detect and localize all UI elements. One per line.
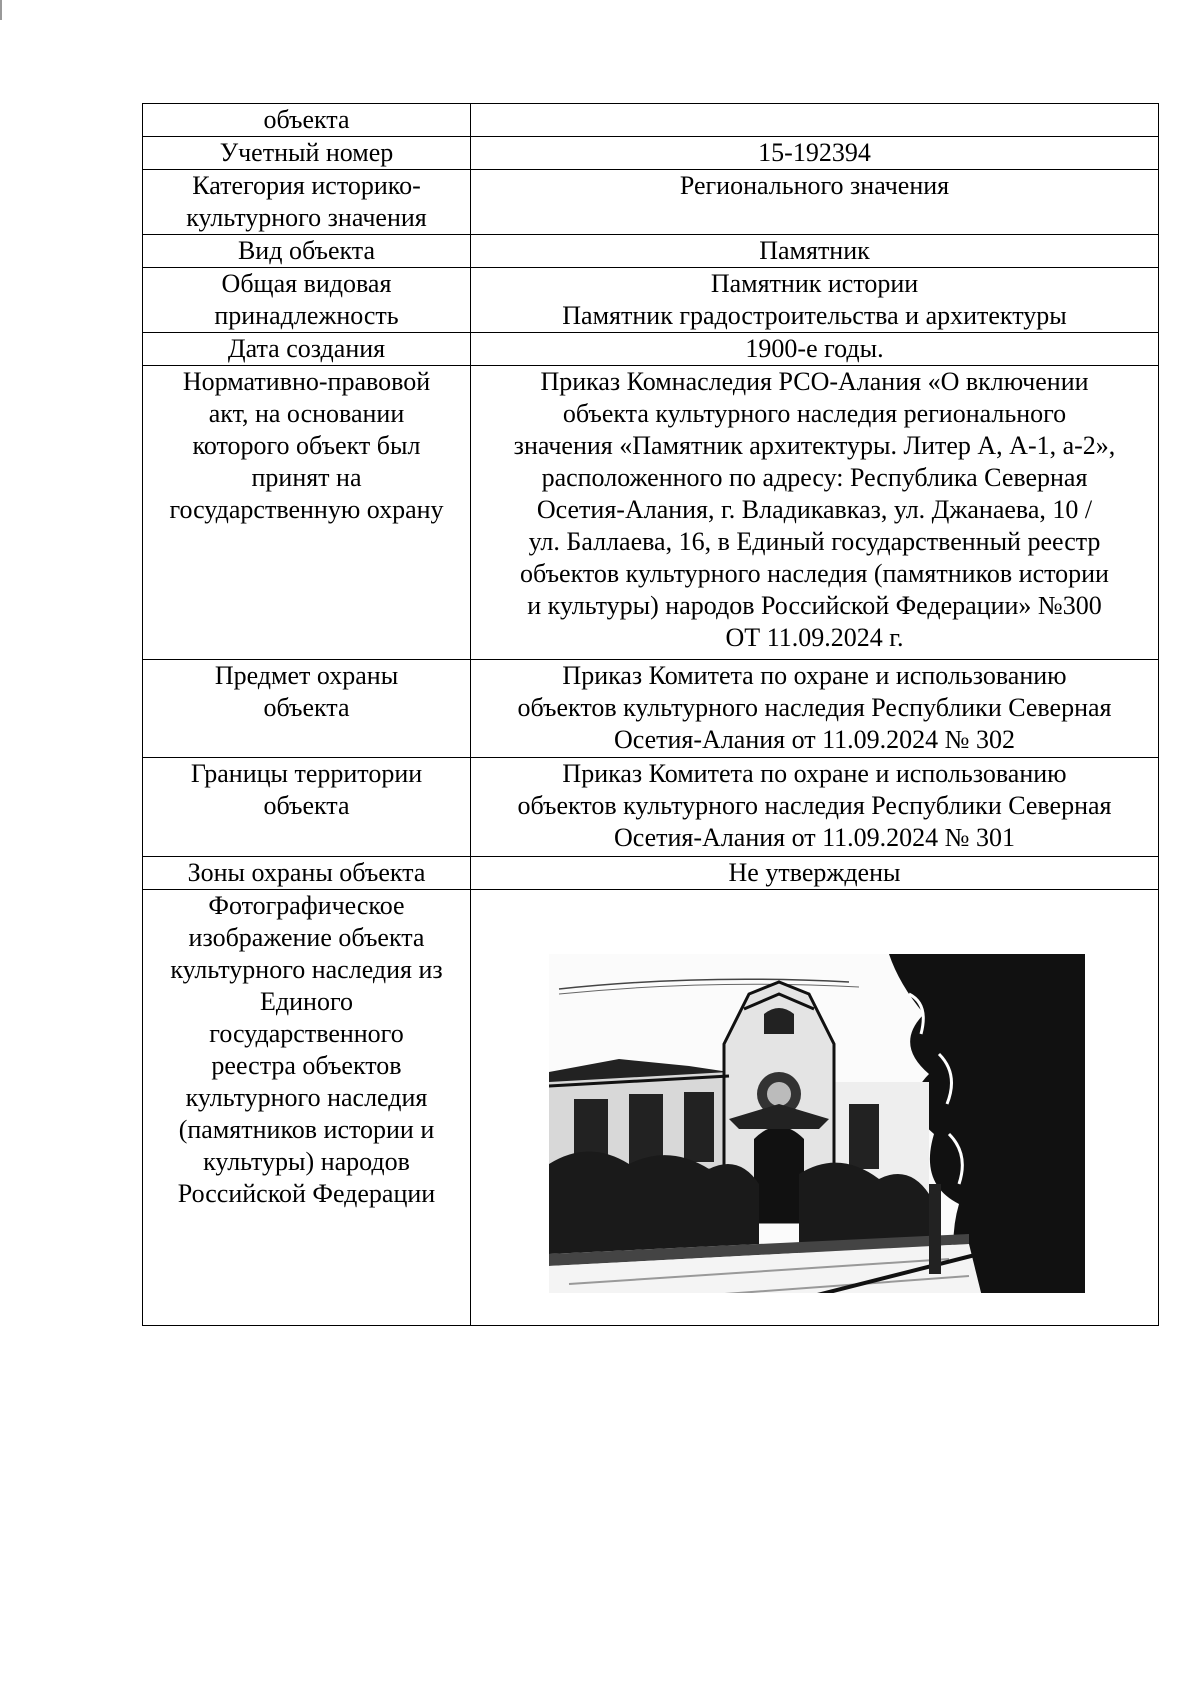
row-label: Вид объекта — [143, 235, 471, 268]
row-value: 15-192394 — [471, 137, 1159, 170]
row-value: Приказ Комнаследия РСО-Алания «О включении объекта культурного наследия регионального значения «Памятник архитектуры. Литер А, А-1, а-2», расположенного по адресу: Республика Северная Осетия-Алания, г. Владикавказ, ул. Джанаева, 10 / ул. Баллаева, 16, в Единый государственный реестр объектов культурного наследия (памятников истории и культуры) народов Российской Федерации» №300 ОТ 11.09.2024 г. — [471, 366, 1159, 660]
row-label: Общая видовая принадлежность — [143, 268, 471, 333]
row-label: Границы территории объекта — [143, 758, 471, 857]
table-row — [143, 170, 1159, 235]
row-label: Дата создания — [143, 333, 471, 366]
photo-cell — [471, 890, 1159, 1326]
table-row — [143, 366, 1159, 660]
row-label: объекта — [143, 104, 471, 137]
row-value: Памятник истории Памятник градостроительства и архитектуры — [471, 268, 1159, 333]
table-row — [143, 857, 1159, 890]
row-label: Категория историко- культурного значения — [143, 170, 471, 235]
table-row — [143, 137, 1159, 170]
table-row — [143, 104, 1159, 137]
table-row — [143, 333, 1159, 366]
row-value: Регионального значения — [471, 170, 1159, 235]
row-label: Зоны охраны объекта — [143, 857, 471, 890]
table-row — [143, 660, 1159, 758]
row-value: 1900-е годы. — [471, 333, 1159, 366]
building-photo-image — [549, 954, 1085, 1293]
table-row — [143, 235, 1159, 268]
row-label: Предмет охраны объекта — [143, 660, 471, 758]
row-label: Фотографическое изображение объекта культурного наследия из Единого государственного реестра объектов культурного наследия (памятников истории и культуры) народов Российской Федерации — [143, 890, 471, 1326]
row-label: Учетный номер — [143, 137, 471, 170]
object-info-table — [142, 103, 1159, 1326]
scan-edge-mark — [0, 0, 2, 20]
table-row — [143, 268, 1159, 333]
row-value: Приказ Комитета по охране и использованию объектов культурного наследия Республики Северная Осетия-Алания от 11.09.2024 № 301 — [471, 758, 1159, 857]
table-row — [143, 758, 1159, 857]
row-value: Памятник — [471, 235, 1159, 268]
row-value: Приказ Комитета по охране и использованию объектов культурного наследия Республики Северная Осетия-Алания от 11.09.2024 № 302 — [471, 660, 1159, 758]
row-label: Нормативно-правовой акт, на основании которого объект был принят на государственную охрану — [143, 366, 471, 660]
table-row — [143, 890, 1159, 1326]
row-value: Не утверждены — [471, 857, 1159, 890]
row-value — [471, 104, 1159, 137]
object-photo — [549, 922, 1085, 1293]
